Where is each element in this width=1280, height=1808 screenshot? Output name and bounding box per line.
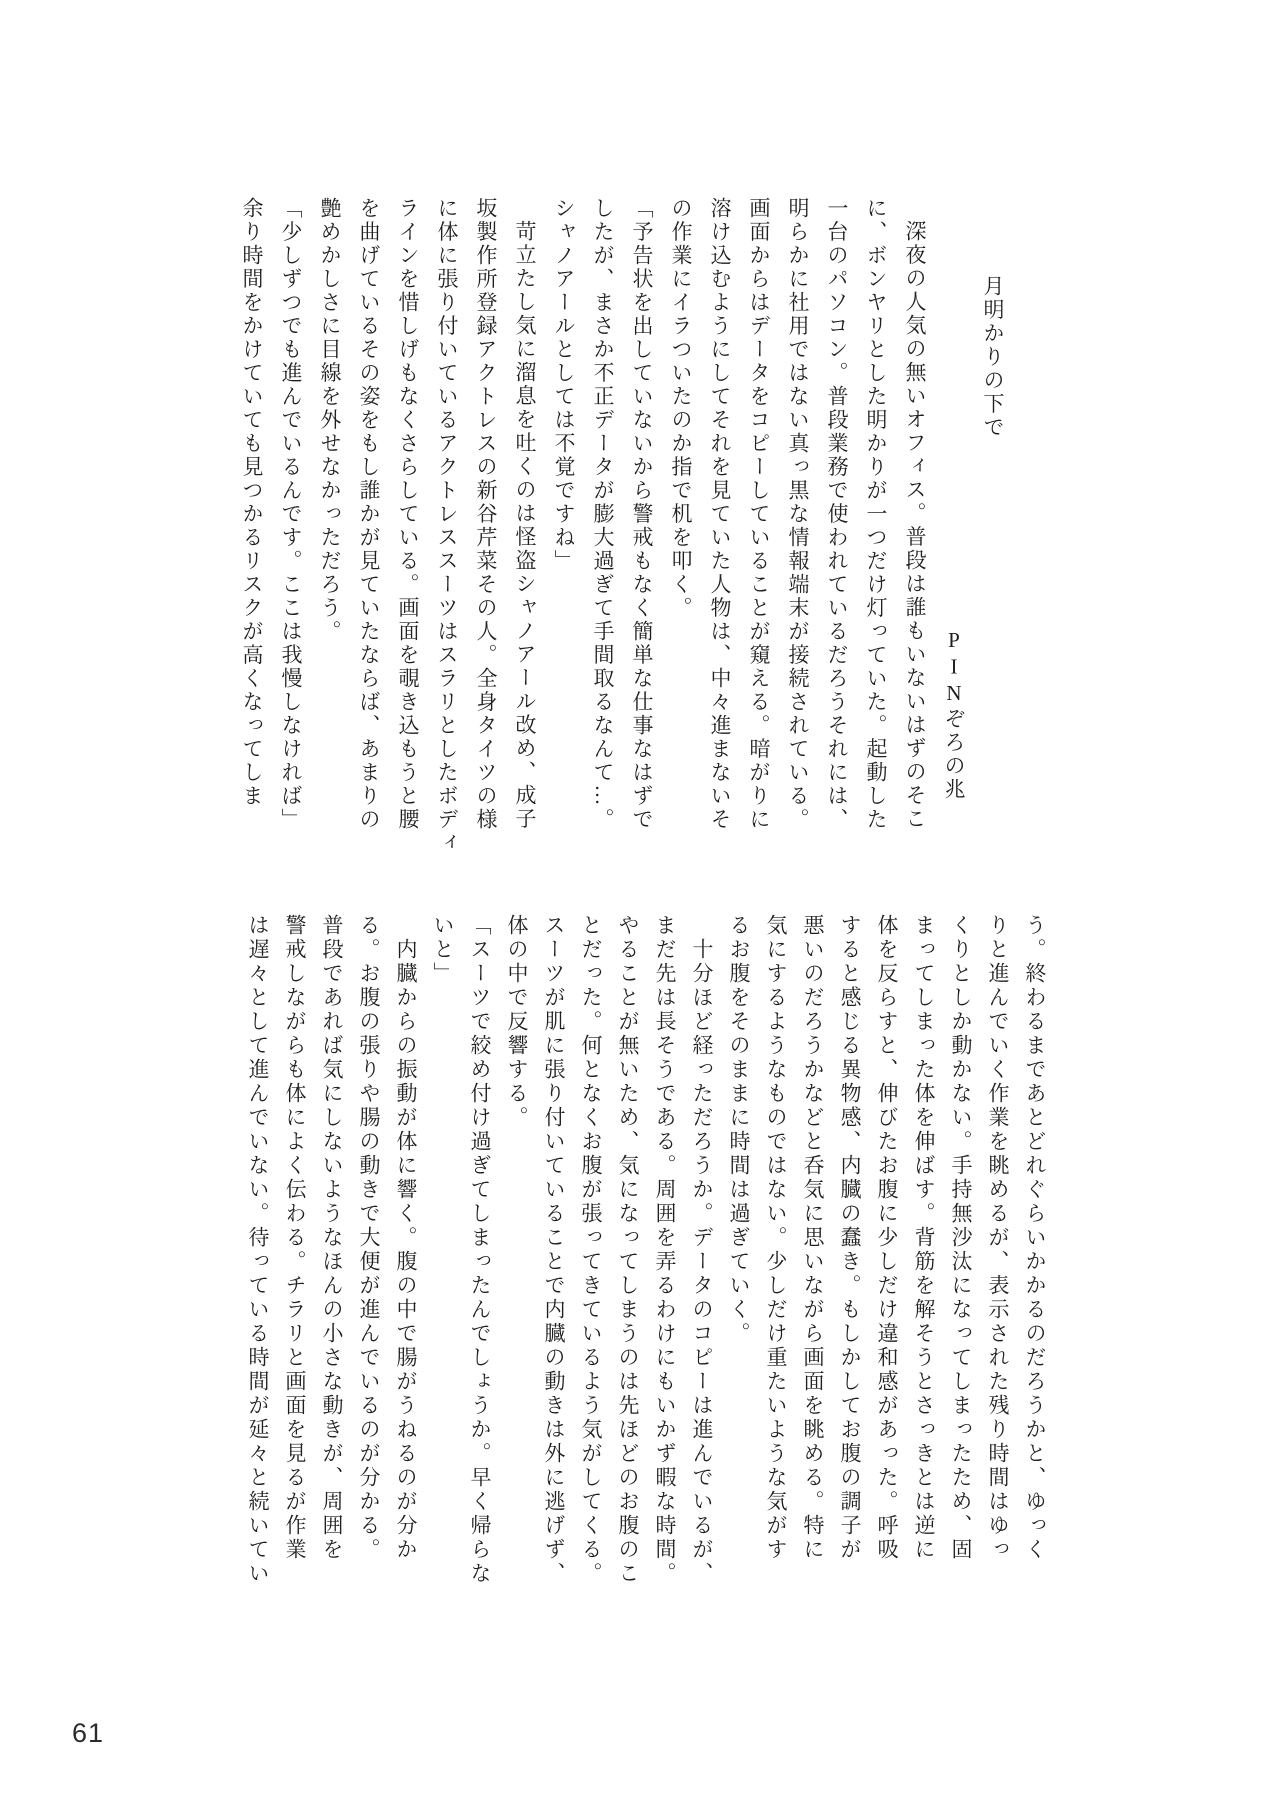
text-column: 画面からはデータをコピーしていることが窺える。暗がりに: [747, 197, 771, 832]
text-column: 内臓からの振動が体に響く。腹の中で腸がうねるのが分か: [394, 938, 418, 1562]
text-column: したが、まさか不正データが膨大過ぎて手間取るなんて…。: [591, 197, 615, 832]
text-column: るお腹をそのままに時間は過ぎていく。: [727, 914, 751, 1346]
text-column: う。終わるまであとどれぐらいかかるのだろうかと、ゆっく: [1023, 914, 1047, 1562]
text-column: すると感じる異物感、内臓の蠢き。もしかしてお腹の調子が: [838, 914, 862, 1562]
text-column: くりとしか動かない。手持無沙汰になってしまったため、固: [949, 914, 973, 1562]
text-column: 余り時間をかけていても見つかるリスクが高くなってしま: [240, 197, 264, 808]
text-column: 明らかに社用ではない真っ黒な情報端末が接続されている。: [786, 197, 810, 832]
text-column: る。お腹の張りや腸の動きで大便が進んでいるのが分かる。: [357, 914, 381, 1562]
text-column: スーツが肌に張り付いていることで内臓の動きは外に逃げず、: [542, 914, 566, 1586]
text-column: まってしまった体を伸ばす。背筋を解そうとさっきとは逆に: [912, 914, 936, 1562]
text-column: とだった。何となくお腹が張ってきているよう気がしてくる。: [579, 914, 603, 1586]
text-column: の作業にイラついたのか指で机を叩く。: [669, 197, 693, 620]
text-column: 坂製作所登録アクトレスの新谷芹菜その人。全身タイツの様: [474, 197, 498, 832]
text-column: 艶めかしさに目線を外せなかっただろう。: [318, 197, 342, 644]
chapter-subtitle: PINぞろの兆: [942, 628, 966, 802]
text-column: に、ボンヤリとした明かりが一つだけ灯っていた。起動した: [864, 197, 888, 832]
text-column: いと」: [431, 914, 455, 986]
text-column: 普段であれば気にしないようなほんの小さな動きが、周囲を: [320, 914, 344, 1562]
text-column: は遅々として進んでいない。待っている時間が延々と続いてい: [246, 914, 270, 1586]
text-column: 溶け込むようにしてそれを見ていた人物は、中々進まないそ: [708, 197, 732, 832]
text-column: 苛立たし気に溜息を吐くのは怪盗シャノアール改め、成子: [513, 220, 537, 831]
text-column: 「予告状を出していないから警戒もなく簡単な仕事なはずで: [630, 197, 654, 832]
page-number: 61: [72, 1718, 105, 1748]
text-column: 体を反らすと、伸びたお腹に少しだけ違和感があった。呼吸: [875, 914, 899, 1562]
top-text-block: [232, 197, 1012, 877]
text-column: 「少しずつでも進んでいるんです。ここは我慢しなければ」: [279, 197, 303, 832]
text-column: 一台のパソコン。普段業務で使われているだろうそれには、: [825, 197, 849, 832]
text-column: 深夜の人気の無いオフィス。普段は誰もいないはずのそこ: [903, 220, 927, 831]
text-column: に体に張り付いているアクトレススーツはスラリとしたボディ: [435, 197, 459, 855]
text-column: 気にするようなものではない。少しだけ重たいような気がす: [764, 914, 788, 1562]
text-column: 「スーツで絞め付け過ぎてしまったんでしょうか。早く帰らな: [468, 914, 492, 1586]
text-column: を曲げているその姿をもし誰かが見ていたならば、あまりの: [357, 197, 381, 832]
text-column: シャノアールとしては不覚ですね」: [552, 197, 576, 573]
text-column: 悪いのだろうかなどと呑気に思いながら画面を眺める。特に: [801, 914, 825, 1562]
text-column: やることが無いため、気になってしまうのは先ほどのお腹のこ: [616, 914, 640, 1586]
text-column: りと進んでいく作業を眺めるが、表示された残り時間はゆっ: [986, 914, 1010, 1562]
text-column: ラインを惜しげもなくさらしている。画面を覗き込もうと腰: [396, 197, 420, 832]
text-column: 体の中で反響する。: [505, 914, 529, 1130]
text-column: 十分ほど経っただろうか。データのコピーは進んでいるが、: [690, 938, 714, 1586]
text-column: まだ先は長そうである。周囲を弄るわけにもいかず暇な時間。: [653, 914, 677, 1586]
text-column: 警戒しながらも体によく伝わる。チラリと画面を見るが作業: [283, 914, 307, 1562]
bottom-text-block: [239, 914, 1053, 1609]
chapter-title: 月明かりの下で: [981, 275, 1005, 440]
